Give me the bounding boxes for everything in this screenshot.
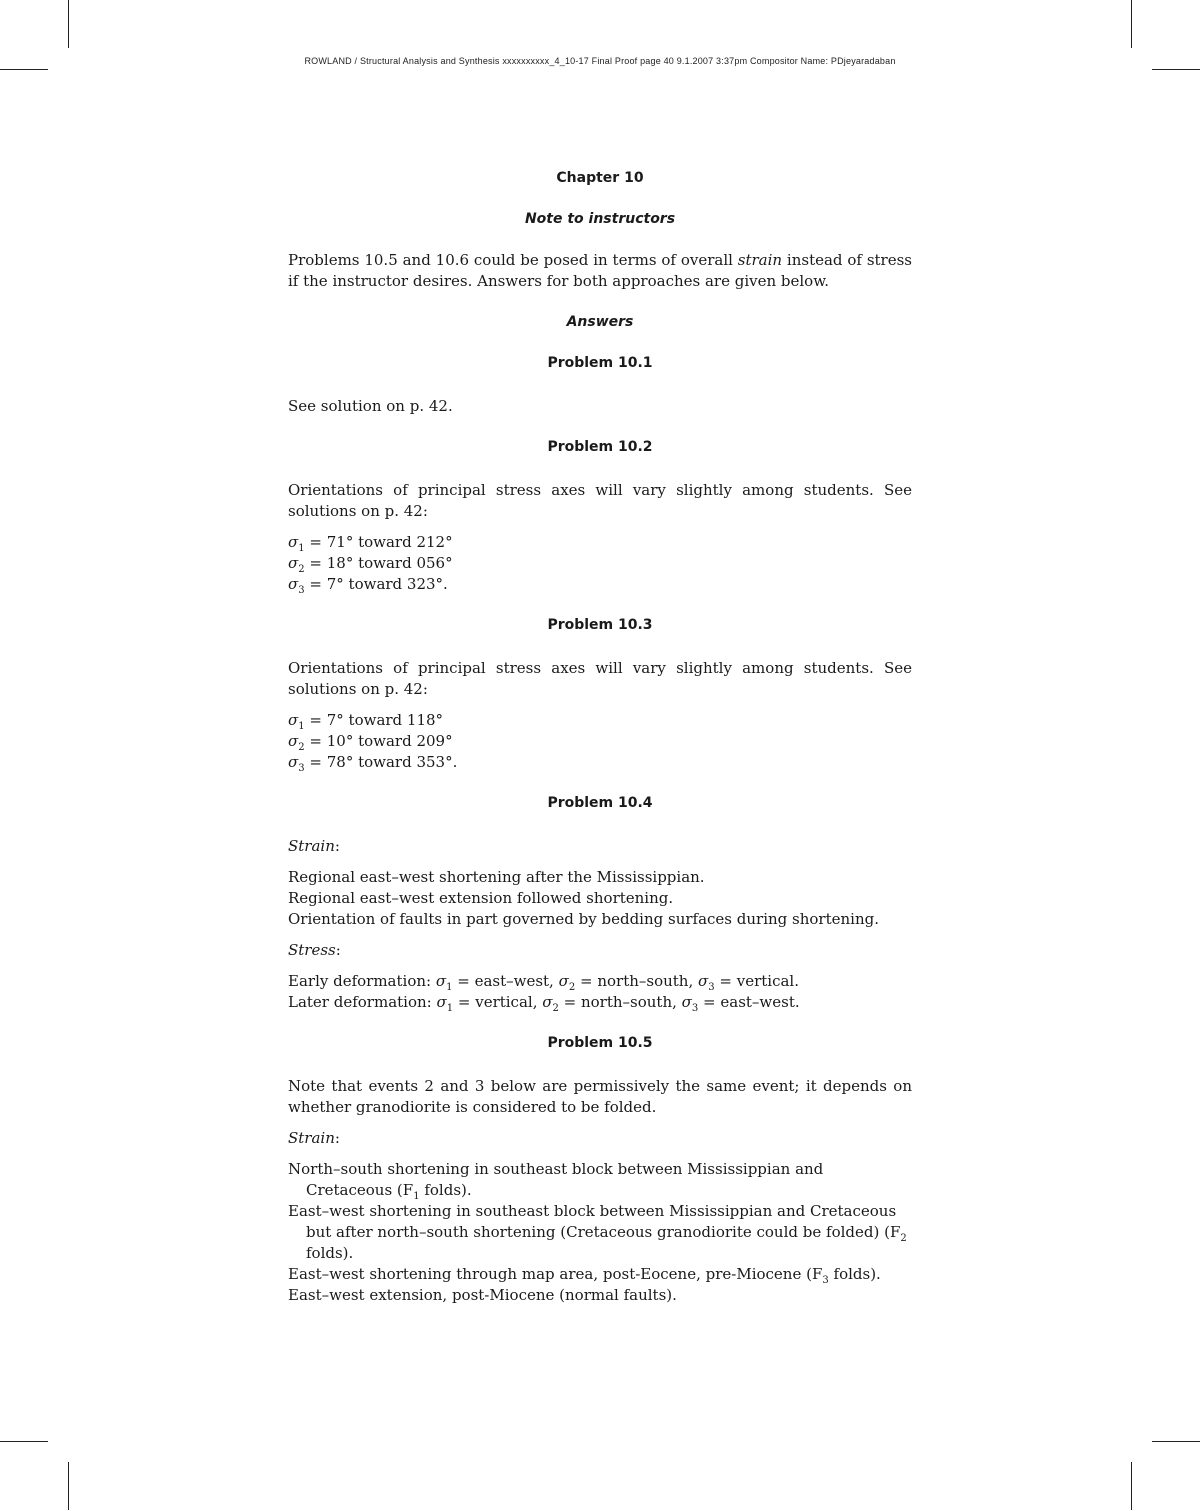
answers-heading: Answers (566, 314, 634, 330)
note-heading: Note to instructors (524, 211, 676, 227)
strain-event-line: North–south shortening in southeast block between Mississippian and Cretaceous ($F_1$ folds). (288, 1160, 824, 1202)
sigma-3-line: $\sigma_3 = 7^\circ$ toward 323°. (288, 575, 448, 596)
note-paragraph: Problems 10.5 and 10.6 could be posed in terms of overall strain instead of stress if the instructor desires. Answers for both approaches are given below. (288, 251, 912, 290)
problem-10-2-title: Problem 10.2 (547, 439, 653, 455)
problem-10-3-intro: Orientations of principal stress axes will vary slightly among students. See solutions on p. 42: (288, 659, 912, 698)
later-deformation-line: Later deformation: $\sigma_1$ = vertical, $\sigma_2$ = north–south, $\sigma_3$ = east–west. (288, 993, 800, 1014)
problem-10-2-values (288, 532, 912, 595)
strain-label: Strain: (288, 837, 340, 855)
crop-mark (0, 69, 48, 70)
sigma-3-line: $\sigma_3 = 78^\circ$ toward 353°. (288, 753, 458, 774)
crop-mark (1152, 1441, 1200, 1442)
chapter-title: Chapter 10 (556, 170, 644, 186)
crop-mark (68, 1462, 69, 1510)
problem-10-4-strain-lines (288, 867, 912, 930)
problem-10-1-title: Problem 10.1 (547, 355, 653, 371)
crop-mark (68, 0, 69, 48)
sigma-1-line: $\sigma_1 = 7^\circ$ toward 118° (288, 711, 444, 732)
problem-10-1-text: See solution on p. 42. (288, 397, 453, 415)
emphasis-strain: strain (737, 251, 783, 269)
strain-line: Regional east–west extension followed shortening. (288, 889, 674, 907)
sigma-1-line: $\sigma_1 = 71^\circ$ toward 212° (288, 533, 453, 554)
problem-10-3-title: Problem 10.3 (547, 617, 653, 633)
sigma-2-line: $\sigma_2 = 18^\circ$ toward 056° (288, 554, 453, 575)
problem-10-4-title: Problem 10.4 (547, 795, 653, 811)
crop-mark (1152, 69, 1200, 70)
strain-event-line: East–west shortening through map area, post-Eocene, pre-Miocene ($F_3$ folds). (288, 1265, 881, 1286)
crop-mark (1131, 1462, 1132, 1510)
page-content (288, 168, 912, 1306)
strain-event-line: East–west extension, post-Miocene (normal faults). (288, 1286, 677, 1304)
problem-10-4-stress-lines (288, 971, 912, 1013)
strain-label: Strain: (288, 1129, 340, 1147)
strain-line: Regional east–west shortening after the Mississippian. (288, 868, 705, 886)
crop-mark (1131, 0, 1132, 48)
stress-label: Stress: (288, 941, 341, 959)
early-deformation-line: Early deformation: $\sigma_1$ = east–west, $\sigma_2$ = north–south, $\sigma_3$ = vertical. (288, 972, 800, 993)
problem-10-5-note: Note that events 2 and 3 below are permissively the same event; it depends on whether granodiorite is considered to be folded. (288, 1077, 912, 1116)
strain-event-line: East–west shortening in southeast block between Mississippian and Cretaceous but after north–south shortening (Cretaceous granodiorite could be folded) ($F_2$ folds). (288, 1202, 907, 1262)
print-slug: ROWLAND / Structural Analysis and Synthesis xxxxxxxxxx_4_10-17 Final Proof page 40 9.1.2007 3:37pm Compositor Name: PDjeyaradaban (304, 56, 896, 66)
problem-10-3-values (288, 710, 912, 773)
problem-10-2-intro: Orientations of principal stress axes will vary slightly among students. See solutions on p. 42: (288, 481, 912, 520)
problem-10-5-title: Problem 10.5 (547, 1035, 653, 1051)
sigma-2-line: $\sigma_2 = 10^\circ$ toward 209° (288, 732, 453, 753)
problem-10-5-strain-lines (288, 1159, 912, 1306)
strain-line: Orientation of faults in part governed by bedding surfaces during shortening. (288, 910, 879, 928)
crop-mark (0, 1441, 48, 1442)
